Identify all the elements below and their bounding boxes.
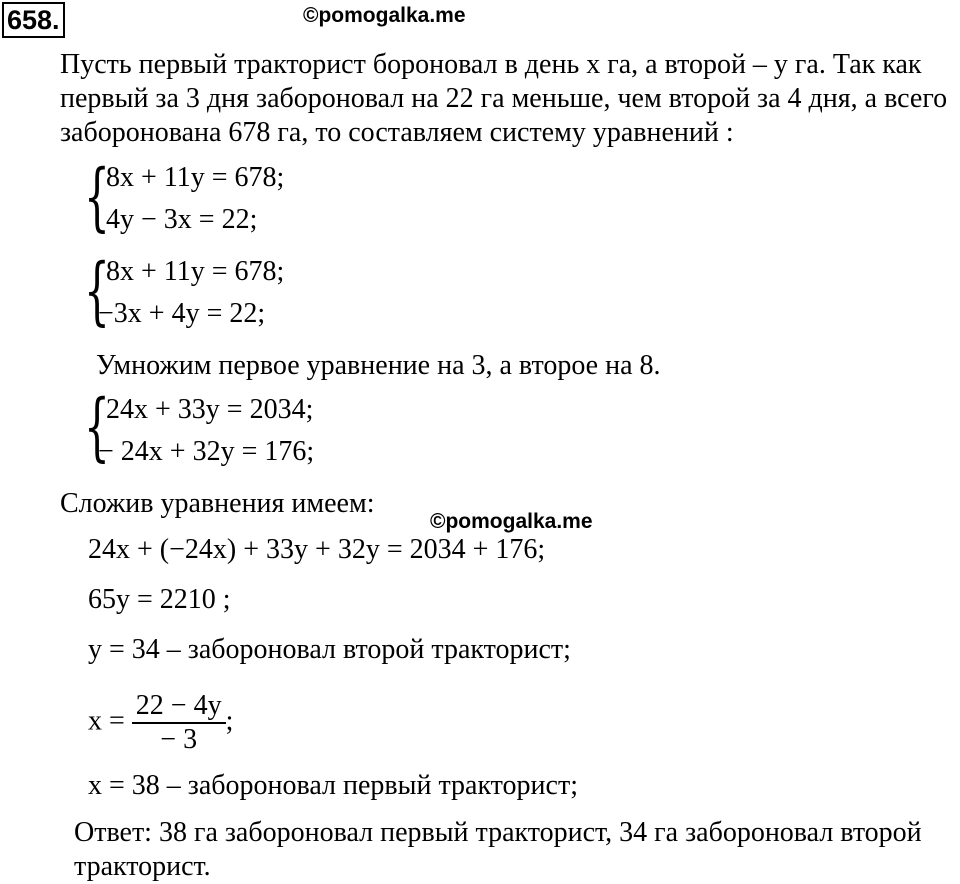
x-fraction-end: ; (225, 705, 234, 737)
system1-eq2: 4y − 3x = 22; (106, 204, 258, 235)
eq-y: y = 34 – забороновал второй тракторист; (88, 634, 571, 665)
eq-x: x = 38 – забороновал первый тракторист; (88, 770, 578, 801)
eq-65y: 65y = 2210 ; (88, 584, 231, 615)
system3-eq1: 24x + 33y = 2034; (106, 394, 314, 425)
adding-text: Сложив уравнения имеем: (60, 488, 375, 519)
x-fraction (132, 690, 226, 756)
x-fraction-numerator: 22 − 4y (132, 690, 226, 724)
x-fraction-lhs: x = (88, 705, 125, 737)
sum-equation: 24x + (−24x) + 33y + 32y = 2034 + 176; (88, 534, 546, 565)
system2-eq1: 8x + 11y = 678; (106, 256, 285, 287)
system1-brace: { (84, 154, 110, 240)
system1-eq1: 8x + 11y = 678; (106, 162, 285, 193)
system2-eq2: −3x + 4y = 22; (98, 298, 266, 329)
intro-line-1: Пусть первый тракторист бороновал в день x га, а второй – y га. Так как (60, 49, 922, 80)
x-fraction-denominator: − 3 (160, 724, 198, 755)
eq-x-fraction (88, 690, 233, 756)
intro-line-3: заборонована 678 га, то составляем систему уравнений : (60, 117, 734, 148)
answer-line-1: Ответ: 38 га забороновал первый тракторист, 34 га забороновал второй (74, 817, 922, 848)
multiply-text: Умножим первое уравнение на 3, а второе на 8. (96, 350, 661, 381)
problem-number: 658. (2, 2, 65, 38)
intro-line-2: первый за 3 дня забороновал на 22 га меньше, чем второй за 4 дня, а всего (60, 83, 948, 114)
answer-line-2: тракторист. (74, 851, 211, 882)
system2-brace: { (84, 248, 110, 334)
system3-eq2: − 24x + 32y = 176; (98, 436, 315, 467)
watermark-top: ©pomogalka.me (303, 4, 466, 27)
watermark-mid: ©pomogalka.me (430, 510, 593, 533)
system3-brace: { (84, 384, 110, 470)
